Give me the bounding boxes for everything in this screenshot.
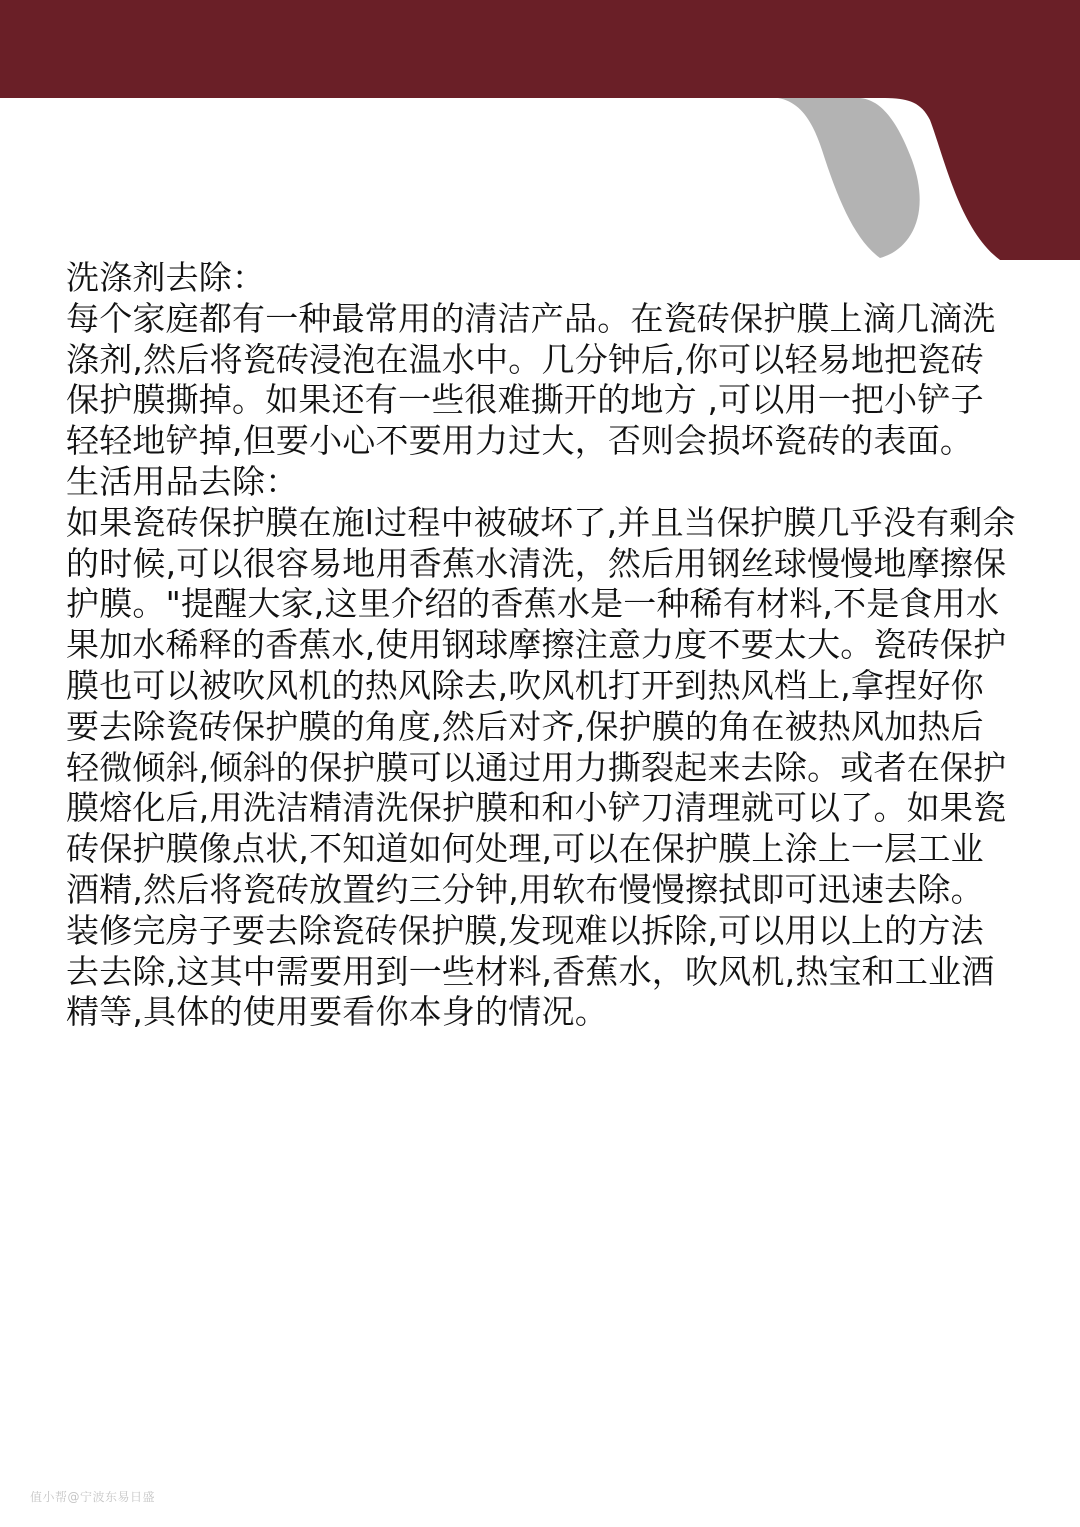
header-band-shape	[0, 0, 1080, 260]
section-body-household: 如果瓷砖保护膜在施l过程中被破坏了,并且当保护膜几乎没有剩余的时候,可以很容易地用香蕉水清洗，然后用钢丝球慢慢地摩擦保护膜。"提醒大家,这里介绍的香蕉水是一种稀有材料,不是食用水果加水稀释的香蕉水,使用钢球摩擦注意力度不要太大。瓷砖保护膜也可以被吹风机的热风除去,吹风机打开到热风档上,拿捏好你要去除瓷砖保护膜的角度,然后对齐,保护膜的角在被热风加热后轻微倾斜,倾斜的保护膜可以通过用力撕裂起来去除。或者在保护膜熔化后,用洗洁精清洗保护膜和和小铲刀清理就可以了。如果瓷砖保护膜像点状,不知道如何处理,可以在保护膜上涂上一层工业酒精,然后将瓷砖放置约三分钟,用软布慢慢擦拭即可迅速去除。装修完房子要去除瓷砖保护膜,发现难以拆除,可以用以上的方法去去除,这其中需要用到一些材料,香蕉水，吹风机,热宝和工业酒精等,具体的使用要看你本身的情况。	[66, 502, 1016, 1032]
section-heading-detergent: 洗涤剂去除：	[66, 258, 266, 297]
document-body	[66, 258, 1016, 1033]
watermark: 值小帮@宁波东易日盛	[30, 1490, 156, 1504]
section-heading-household: 生活用品去除：	[66, 461, 299, 501]
header-swoosh-shape	[778, 98, 920, 258]
section-body-detergent: 每个家庭都有一种最常用的清洁产品。在瓷砖保护膜上滴几滴洗涤剂,然后将瓷砖浸泡在温水中。几分钟后,你可以轻易地把瓷砖保护膜撕掉。如果还有一些很难撕开的地方 ,可以用一把小铲子轻轻地铲掉,但要小心不要用力过大，否则会损坏瓷砖的表面。	[66, 298, 996, 461]
header-decoration	[0, 0, 1080, 260]
